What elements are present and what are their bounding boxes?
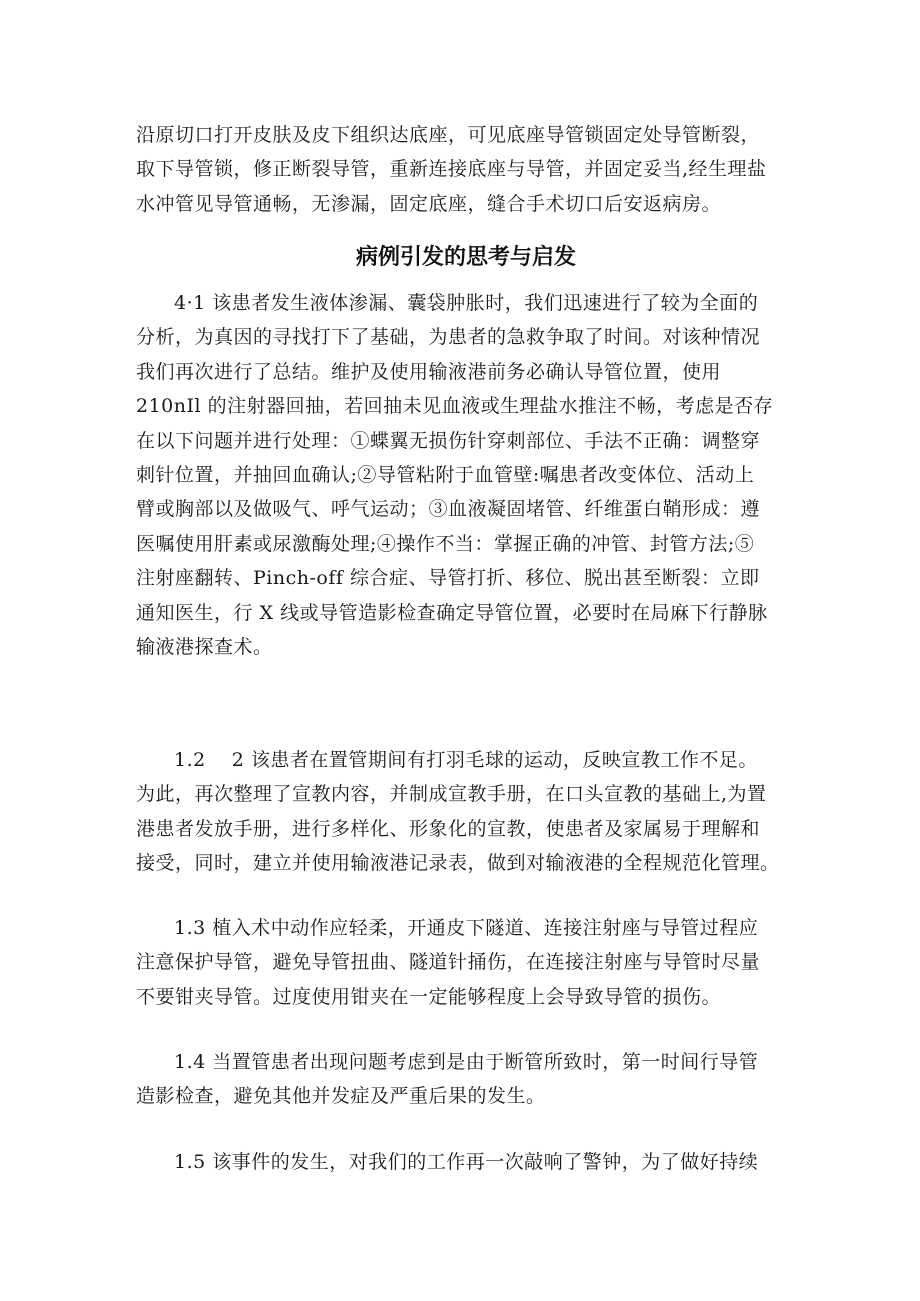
paragraph-1-4	[136, 1045, 796, 1114]
text-line: 输液港探查术。	[136, 636, 273, 659]
text-line: 不要钳夹导管。过度使用钳夹在一定能够程度上会导致导管的损伤。	[136, 985, 722, 1008]
text-line: 注意保护导管，避免导管扭曲、隧道针捅伤，在连接注射座与导管时尽量	[136, 951, 761, 974]
paragraph-4-1	[136, 286, 796, 664]
text-line: 1.2 2 该患者在置管期间有打羽毛球的运动，反映宣教工作不足。	[174, 749, 758, 771]
text-line: 1.4 当置管患者出现问题考虑到是由于断管所致时，第一时间行导管	[174, 1051, 759, 1073]
paragraph-1-5	[136, 1145, 796, 1179]
text-line: 我们再次进行了总结。维护及使用输液港前务必确认导管位置，使用	[136, 360, 722, 383]
text-line: 分析，为真因的寻找打下了基础，为患者的急救争取了时间。对该种情况	[136, 326, 761, 349]
text-line: 沿原切口打开皮肤及皮下组织达底座，可见底座导管锁固定处导管断裂，	[136, 124, 761, 146]
text-line: 4·1 该患者发生液体渗漏、囊袋肿胀时，我们迅速进行了较为全面的	[174, 292, 759, 314]
intro-paragraph	[136, 118, 796, 221]
text-line: 造影检查，避免其他并发症及严重后果的发生。	[136, 1085, 546, 1108]
text-line: 港患者发放手册，进行多样化、形象化的宣教，使患者及家属易于理解和	[136, 817, 761, 840]
text-line: 取下导管锁，修正断裂导管，重新连接底座与导管，并固定妥当,经生理盐	[136, 158, 767, 181]
text-line: 注射座翻转、Pinch-off 综合症、导管打折、移位、脱出甚至断裂：立即	[136, 567, 760, 590]
text-line: 水冲管见导管通畅，无渗漏，固定底座，缝合手术切口后安返病房。	[136, 192, 722, 215]
text-line: 通知医生，行 X 线或导管造影检查确定导管位置，必要时在局麻下行静脉	[136, 601, 768, 624]
section-heading: 病例引发的思考与启发	[355, 245, 576, 270]
paragraph-1-3	[136, 911, 796, 1014]
paragraph-1-2	[136, 743, 796, 881]
text-line: 1.3 植入术中动作应轻柔，开通皮下隧道、连接注射座与导管过程应	[174, 917, 759, 939]
text-line: 1.5 该事件的发生，对我们的工作再一次敲响了警钟，为了做好持续	[174, 1151, 759, 1173]
text-line: 接受，同时，建立并使用输液港记录表，做到对输液港的全程规范化管理。	[136, 852, 780, 875]
text-line: 臂或胸部以及做吸气、呼气运动；③血液凝固堵管、纤维蛋白鞘形成：遵	[136, 498, 761, 521]
text-line: 医嘱使用肝素或尿激酶处理;④操作不当：掌握正确的冲管、封管方法;⑤	[136, 532, 755, 555]
text-line: 刺针位置，并抽回血确认;②导管粘附于血管壁:嘱患者改变体位、活动上	[136, 464, 755, 487]
text-line: 为此，再次整理了宣教内容，并制成宣教手册，在口头宣教的基础上,为置	[136, 783, 767, 806]
text-line: 在以下问题并进行处理：①蝶翼无损伤针穿刺部位、手法不正确：调整穿	[136, 429, 761, 452]
text-line: 210nIl 的注射器回抽，若回抽未见血液或生理盐水推注不畅，考虑是否存	[136, 395, 774, 418]
